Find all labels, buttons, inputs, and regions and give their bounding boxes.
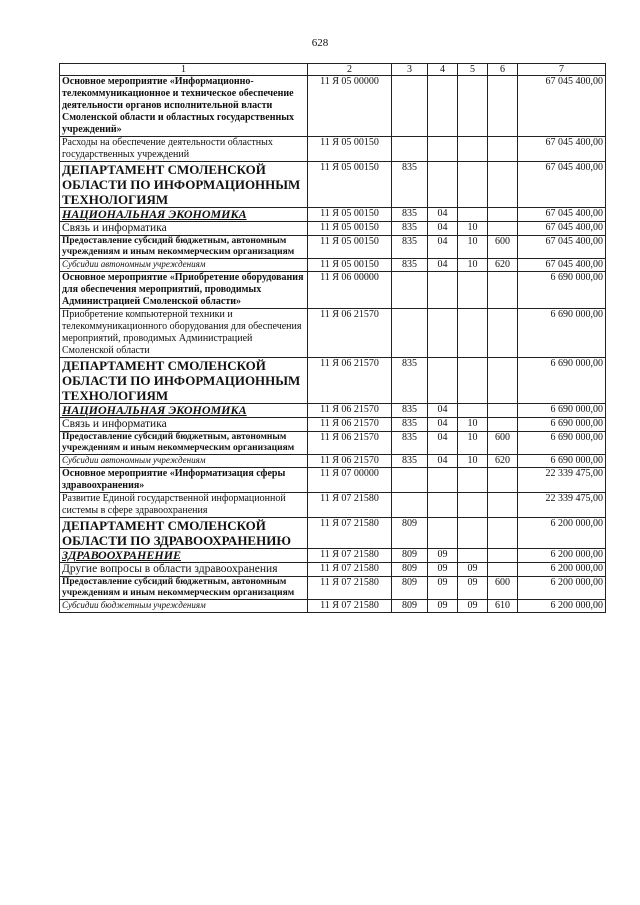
table-row: [60, 259, 606, 272]
table-row: [60, 600, 606, 613]
row-name: Связь и информатика: [60, 222, 308, 236]
row-code: 11 Я 07 21580: [308, 577, 392, 600]
page-number: 628: [311, 37, 329, 49]
row-sum: 6 200 000,00: [518, 518, 606, 549]
row-code: 11 Я 06 21570: [308, 358, 392, 404]
table-row: [60, 432, 606, 455]
row-sum: 67 045 400,00: [518, 222, 606, 236]
row-sum: 22 339 475,00: [518, 493, 606, 518]
row-ved: 835: [392, 162, 428, 208]
row-ved: 835: [392, 432, 428, 455]
row-code: 11 Я 05 00150: [308, 236, 392, 259]
row-code: 11 Я 07 00000: [308, 468, 392, 493]
row-vr: [488, 493, 518, 518]
row-vr: 600: [488, 236, 518, 259]
row-pr: [458, 137, 488, 162]
row-pr: [458, 76, 488, 137]
row-name: Основное мероприятие «Приобретение оборудования для обеспечения мероприятий, проводимых Администрацией Смоленской области»: [60, 272, 308, 309]
row-rz: 09: [428, 600, 458, 613]
row-ved: [392, 309, 428, 358]
row-sum: 6 200 000,00: [518, 577, 606, 600]
row-pr: [458, 208, 488, 222]
table-row: [60, 137, 606, 162]
row-ved: 809: [392, 518, 428, 549]
row-sum: 6 690 000,00: [518, 272, 606, 309]
row-pr: 10: [458, 259, 488, 272]
row-vr: 620: [488, 455, 518, 468]
table-row: [60, 577, 606, 600]
row-sum: 6 690 000,00: [518, 358, 606, 404]
row-vr: [488, 137, 518, 162]
table-row: [60, 222, 606, 236]
row-ved: [392, 468, 428, 493]
row-rz: [428, 76, 458, 137]
header-cell-5: 5: [458, 64, 488, 76]
row-rz: 04: [428, 404, 458, 418]
row-sum: 22 339 475,00: [518, 468, 606, 493]
row-pr: 10: [458, 432, 488, 455]
row-sum: 6 200 000,00: [518, 563, 606, 577]
table-row: [60, 272, 606, 309]
budget-table: [59, 63, 606, 613]
row-code: 11 Я 05 00150: [308, 162, 392, 208]
row-name: НАЦИОНАЛЬНАЯ ЭКОНОМИКА: [60, 208, 308, 222]
row-vr: [488, 563, 518, 577]
row-pr: 10: [458, 418, 488, 432]
row-pr: 10: [458, 455, 488, 468]
header-cell-7: 7: [518, 64, 606, 76]
table-row: [60, 493, 606, 518]
row-sum: 67 045 400,00: [518, 236, 606, 259]
table-row: [60, 208, 606, 222]
row-pr: [458, 518, 488, 549]
row-ved: [392, 272, 428, 309]
row-sum: 6 200 000,00: [518, 600, 606, 613]
row-pr: 10: [458, 236, 488, 259]
header-cell-3: 3: [392, 64, 428, 76]
header-cell-1: 1: [60, 64, 308, 76]
row-pr: 09: [458, 600, 488, 613]
row-pr: [458, 468, 488, 493]
row-name: Предоставление субсидий бюджетным, автономным учреждениям и иным некоммерческим организациям: [60, 236, 308, 259]
row-name: Предоставление субсидий бюджетным, автономным учреждениям и иным некоммерческим организациям: [60, 577, 308, 600]
row-sum: 67 045 400,00: [518, 259, 606, 272]
table-row: [60, 358, 606, 404]
row-ved: 809: [392, 549, 428, 563]
row-sum: 6 690 000,00: [518, 418, 606, 432]
row-code: 11 Я 05 00000: [308, 76, 392, 137]
table-row: [60, 549, 606, 563]
row-rz: 04: [428, 259, 458, 272]
row-rz: 04: [428, 418, 458, 432]
row-rz: 04: [428, 208, 458, 222]
table-row: [60, 563, 606, 577]
row-code: 11 Я 06 21570: [308, 455, 392, 468]
row-code: 11 Я 06 21570: [308, 404, 392, 418]
table-row: [60, 518, 606, 549]
row-code: 11 Я 07 21580: [308, 549, 392, 563]
row-name: Субсидии автономным учреждениям: [60, 455, 308, 468]
row-ved: 835: [392, 236, 428, 259]
row-pr: [458, 309, 488, 358]
header-cell-2: 2: [308, 64, 392, 76]
row-name: ДЕПАРТАМЕНТ СМОЛЕНСКОЙ ОБЛАСТИ ПО ЗДРАВООХРАНЕНИЮ: [60, 518, 308, 549]
row-rz: [428, 518, 458, 549]
row-pr: 09: [458, 577, 488, 600]
row-sum: 6 690 000,00: [518, 309, 606, 358]
row-rz: [428, 272, 458, 309]
header-row: [60, 64, 606, 76]
header-cell-4: 4: [428, 64, 458, 76]
row-pr: 09: [458, 563, 488, 577]
row-ved: 835: [392, 208, 428, 222]
row-rz: 09: [428, 577, 458, 600]
row-name: Другие вопросы в области здравоохранения: [60, 563, 308, 577]
row-vr: [488, 358, 518, 404]
row-vr: [488, 468, 518, 493]
row-vr: [488, 76, 518, 137]
row-code: 11 Я 06 21570: [308, 432, 392, 455]
row-pr: [458, 549, 488, 563]
table-row: [60, 309, 606, 358]
row-vr: 620: [488, 259, 518, 272]
row-vr: [488, 309, 518, 358]
row-sum: 67 045 400,00: [518, 162, 606, 208]
row-ved: 835: [392, 418, 428, 432]
table-row: [60, 404, 606, 418]
row-ved: 835: [392, 358, 428, 404]
table-row: [60, 162, 606, 208]
row-vr: [488, 418, 518, 432]
row-name: НАЦИОНАЛЬНАЯ ЭКОНОМИКА: [60, 404, 308, 418]
row-ved: 809: [392, 600, 428, 613]
row-code: 11 Я 06 21570: [308, 309, 392, 358]
row-name: Развитие Единой государственной информационной системы в сфере здравоохранения: [60, 493, 308, 518]
row-pr: [458, 493, 488, 518]
row-vr: [488, 549, 518, 563]
row-ved: [392, 493, 428, 518]
row-sum: 67 045 400,00: [518, 208, 606, 222]
row-pr: [458, 272, 488, 309]
header-cell-6: 6: [488, 64, 518, 76]
row-name: Основное мероприятие «Информатизация сферы здравоохранения»: [60, 468, 308, 493]
row-vr: [488, 208, 518, 222]
row-code: 11 Я 06 00000: [308, 272, 392, 309]
row-sum: 6 200 000,00: [518, 549, 606, 563]
row-ved: [392, 137, 428, 162]
row-rz: [428, 493, 458, 518]
table-body: [60, 64, 606, 613]
row-rz: 09: [428, 549, 458, 563]
row-ved: 835: [392, 404, 428, 418]
row-code: 11 Я 07 21580: [308, 493, 392, 518]
row-ved: [392, 76, 428, 137]
row-name: Связь и информатика: [60, 418, 308, 432]
row-name: Субсидии автономным учреждениям: [60, 259, 308, 272]
row-vr: [488, 404, 518, 418]
row-code: 11 Я 06 21570: [308, 418, 392, 432]
row-ved: 835: [392, 222, 428, 236]
row-ved: 835: [392, 455, 428, 468]
row-pr: [458, 358, 488, 404]
row-code: 11 Я 05 00150: [308, 222, 392, 236]
row-name: Субсидии бюджетным учреждениям: [60, 600, 308, 613]
row-rz: 04: [428, 222, 458, 236]
row-sum: 6 690 000,00: [518, 455, 606, 468]
row-rz: 09: [428, 563, 458, 577]
row-rz: [428, 162, 458, 208]
row-code: 11 Я 05 00150: [308, 208, 392, 222]
row-ved: 809: [392, 577, 428, 600]
row-pr: [458, 404, 488, 418]
row-rz: [428, 468, 458, 493]
row-vr: [488, 222, 518, 236]
table-row: [60, 418, 606, 432]
row-rz: 04: [428, 432, 458, 455]
row-name: ЗДРАВООХРАНЕНИЕ: [60, 549, 308, 563]
row-code: 11 Я 07 21580: [308, 600, 392, 613]
row-name: Расходы на обеспечение деятельности областных государственных учреждений: [60, 137, 308, 162]
row-code: 11 Я 05 00150: [308, 259, 392, 272]
row-rz: [428, 137, 458, 162]
row-name: Предоставление субсидий бюджетным, автономным учреждениям и иным некоммерческим организациям: [60, 432, 308, 455]
row-rz: 04: [428, 236, 458, 259]
row-code: 11 Я 05 00150: [308, 137, 392, 162]
row-vr: [488, 162, 518, 208]
row-vr: 600: [488, 577, 518, 600]
row-sum: 6 690 000,00: [518, 404, 606, 418]
row-name: Приобретение компьютерной техники и телекоммуникационного оборудования для обеспечения мероприятий, проводимых Администрацией Смоленской области: [60, 309, 308, 358]
row-sum: 67 045 400,00: [518, 137, 606, 162]
row-name: Основное мероприятие «Информационно-телекоммуникационное и техническое обеспечение деятельности органов исполнительной власти Смоленской области и областных государственных учреждений»: [60, 76, 308, 137]
row-sum: 6 690 000,00: [518, 432, 606, 455]
row-ved: 835: [392, 259, 428, 272]
row-code: 11 Я 07 21580: [308, 563, 392, 577]
table-row: [60, 455, 606, 468]
row-vr: [488, 272, 518, 309]
row-name: ДЕПАРТАМЕНТ СМОЛЕНСКОЙ ОБЛАСТИ ПО ИНФОРМАЦИОННЫМ ТЕХНОЛОГИЯМ: [60, 358, 308, 404]
row-vr: 600: [488, 432, 518, 455]
table-row: [60, 468, 606, 493]
row-name: ДЕПАРТАМЕНТ СМОЛЕНСКОЙ ОБЛАСТИ ПО ИНФОРМАЦИОННЫМ ТЕХНОЛОГИЯМ: [60, 162, 308, 208]
row-rz: 04: [428, 455, 458, 468]
row-pr: 10: [458, 222, 488, 236]
row-pr: [458, 162, 488, 208]
row-vr: [488, 518, 518, 549]
row-rz: [428, 358, 458, 404]
row-ved: 809: [392, 563, 428, 577]
row-vr: 610: [488, 600, 518, 613]
table-row: [60, 76, 606, 137]
row-rz: [428, 309, 458, 358]
table-row: [60, 236, 606, 259]
row-sum: 67 045 400,00: [518, 76, 606, 137]
row-code: 11 Я 07 21580: [308, 518, 392, 549]
